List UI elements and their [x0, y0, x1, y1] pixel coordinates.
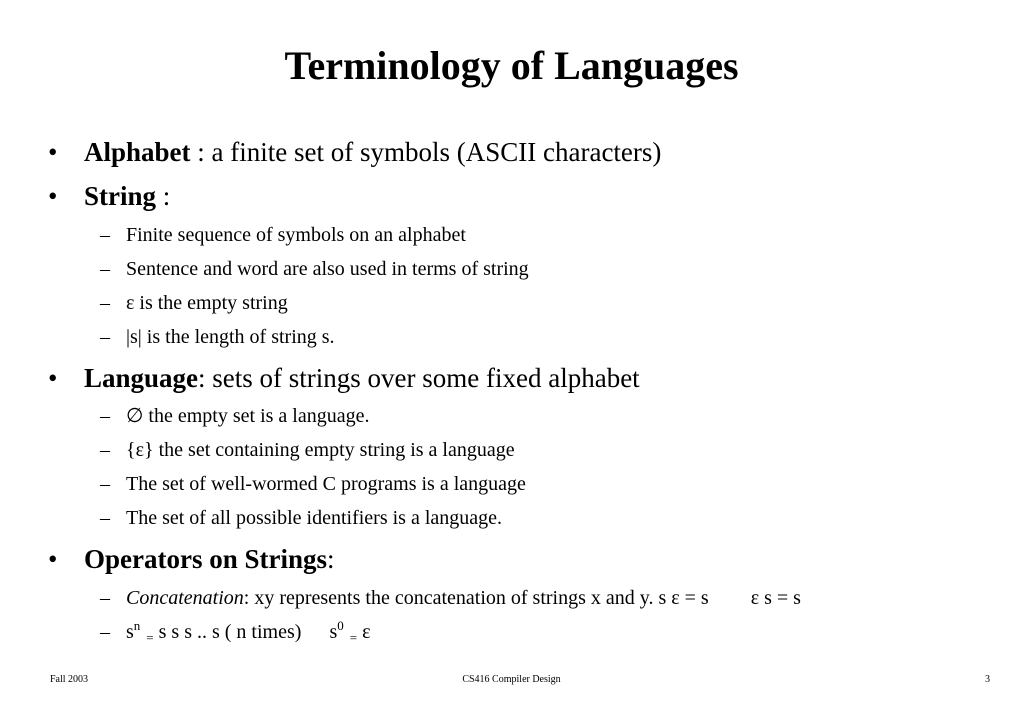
- footer-date: Fall 2003: [50, 674, 89, 685]
- sub-item-text: The set of well-wormed C programs is a language: [126, 473, 526, 495]
- bullet-string: [48, 179, 170, 213]
- sub-item-text: ∅ the empty set is a language.: [126, 405, 370, 427]
- sub-item-text: |s| is the length of string s.: [126, 326, 335, 348]
- language-definition: : sets of strings over some fixed alphabet: [198, 363, 640, 393]
- term-alphabet: Alphabet: [84, 137, 191, 167]
- sub-item: [100, 256, 529, 282]
- sub-item-concatenation: [100, 585, 801, 611]
- sub-item: [100, 222, 466, 248]
- power-exponent-zero: 0: [337, 618, 344, 633]
- power-expansion: s s s .. s ( n times): [153, 621, 302, 643]
- bullet-icon: •: [48, 137, 58, 167]
- dash-icon: –: [100, 507, 110, 529]
- sub-item-text: ε is the empty string: [126, 292, 288, 314]
- sub-item: [100, 324, 335, 350]
- term-concatenation: Concatenation: [126, 587, 244, 609]
- concatenation-identity: ε s = s: [750, 587, 801, 609]
- alphabet-definition: : a finite set of symbols (ASCII characters): [190, 137, 662, 167]
- power-equals: =: [146, 630, 154, 645]
- power-equals-zero: =: [349, 630, 358, 645]
- bullet-alphabet: [48, 135, 661, 169]
- bullet-language: [48, 361, 640, 395]
- sub-item-text: The set of all possible identifiers is a language.: [126, 507, 503, 529]
- sub-item-text: Sentence and word are also used in terms of string: [126, 258, 529, 280]
- bullet-operators: [48, 542, 335, 576]
- dash-icon: –: [100, 473, 110, 495]
- dash-icon: –: [100, 439, 110, 461]
- power-base-zero: s: [329, 621, 338, 643]
- term-string: String: [84, 181, 157, 211]
- sub-item: [100, 471, 526, 497]
- string-colon: :: [156, 181, 171, 211]
- sub-item: [100, 403, 369, 429]
- dash-icon: –: [100, 326, 110, 348]
- sub-item-power: [100, 619, 370, 651]
- dash-icon: –: [100, 292, 110, 314]
- bullet-icon: •: [48, 363, 58, 393]
- dash-icon: –: [100, 587, 110, 609]
- dash-icon: –: [100, 258, 110, 280]
- power-exponent: n: [133, 618, 141, 633]
- term-language: Language: [84, 363, 199, 393]
- sub-item: [100, 290, 288, 316]
- bullet-icon: •: [48, 544, 58, 574]
- footer-page-number: 3: [985, 674, 990, 685]
- sub-item: [100, 437, 515, 463]
- power-base: s: [126, 621, 134, 643]
- sub-item: [100, 505, 502, 531]
- slide-title: Terminology of Languages: [284, 43, 739, 88]
- bullet-icon: •: [48, 181, 58, 211]
- dash-icon: –: [100, 405, 110, 427]
- dash-icon: –: [100, 621, 110, 643]
- dash-icon: –: [100, 224, 110, 246]
- footer-course: CS416 Compiler Design: [462, 674, 561, 685]
- operators-colon: :: [327, 544, 335, 574]
- term-operators: Operators on Strings: [84, 544, 327, 574]
- power-zero-result: ε: [357, 621, 371, 643]
- sub-item-text: {ε} the set containing empty string is a language: [126, 439, 515, 461]
- sub-item-text: Finite sequence of symbols on an alphabet: [126, 224, 466, 246]
- concatenation-text: : xy represents the concatenation of strings x and y. s ε = s: [243, 587, 709, 609]
